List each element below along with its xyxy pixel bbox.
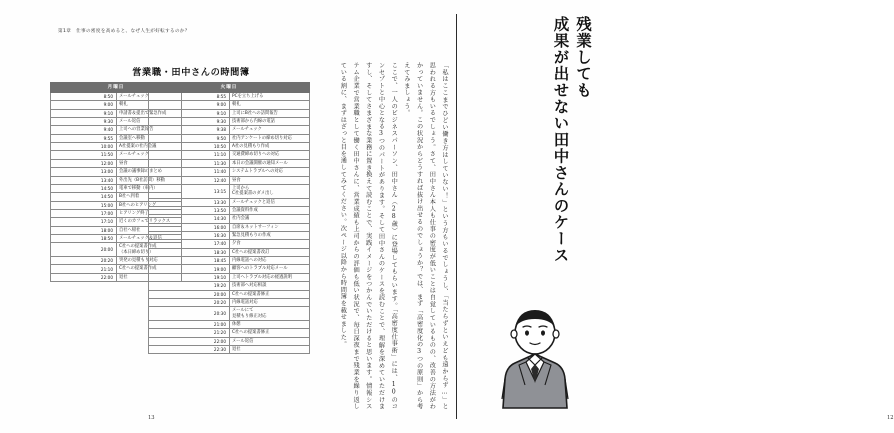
schedule-task: 会議の議事録のまとめ: [116, 168, 182, 176]
schedule-time: 18:50: [51, 235, 117, 243]
schedule-time: 21:10: [51, 265, 117, 273]
schedule-time: 9:10: [149, 109, 230, 117]
folio-left: 13: [148, 415, 155, 421]
schedule-task: 顧客へのトラブル対応メール: [229, 265, 310, 273]
schedule-time: 18:45: [149, 257, 230, 265]
schedule-task: 会議資料作成: [229, 206, 310, 214]
headline-line-2: 成果が出せない田中さんのケース: [551, 16, 571, 264]
schedule-row: [149, 143, 310, 151]
schedule-time: 9:50: [149, 134, 230, 142]
schedule-time: 17:10: [51, 218, 117, 226]
schedule-task: 休憩: [229, 320, 310, 328]
schedule-time: 13:00: [51, 168, 117, 176]
schedule-row: [149, 101, 310, 109]
schedule-task: システムトラブルへの対応: [229, 168, 310, 176]
schedule-row: [149, 126, 310, 134]
schedule-time: 10:00: [51, 143, 117, 151]
schedule-task: 電車で移動（車内）: [116, 184, 182, 192]
schedule-task: メールチェック: [116, 92, 182, 100]
schedule-time: 9:10: [51, 109, 117, 117]
schedule-task: PCを立ち上げる: [229, 92, 310, 100]
schedule-task: 上司へトラブル対応の経過説明: [229, 273, 310, 281]
schedule-task: 自社へ帰社: [116, 226, 182, 234]
schedule-time: 19:00: [149, 265, 230, 273]
schedule-row: [149, 118, 310, 126]
spine-divider: [452, 0, 454, 433]
schedule-row: [149, 109, 310, 117]
schedule-row: [149, 248, 310, 256]
schedule-task: 技術部から内線の電話: [229, 118, 310, 126]
schedule-time: 13:40: [51, 176, 117, 184]
schedule-task: メール返信: [229, 337, 310, 345]
schedule-time: 15:00: [51, 201, 117, 209]
schedule-time: 20:20: [149, 298, 230, 306]
schedule-task: A社の見積もり作成: [229, 143, 310, 151]
schedule-row: [149, 151, 310, 159]
schedule-task: メールにて 見積もり修正対応: [229, 307, 310, 321]
schedule-time: 18:00: [51, 226, 117, 234]
schedule-time: 10:50: [149, 143, 230, 151]
schedule-row: [149, 176, 310, 184]
running-head: 第1章 仕事の密度を高めると、なぜ人生が好転するのか？: [58, 29, 190, 34]
schedule-row: [149, 329, 310, 337]
schedule-task: 上司への営業報告: [116, 126, 182, 134]
schedule-task: 自席＆ネットサーフィン: [229, 223, 310, 231]
schedule-time: 18:30: [149, 248, 230, 256]
schedule-task: 本日の会議開催の通知メール: [229, 159, 310, 167]
schedule-task: 内線電話への対応: [229, 257, 310, 265]
schedule-row: [149, 159, 310, 167]
schedule-time: 13:30: [149, 198, 230, 206]
schedule-task: 社内会議: [229, 215, 310, 223]
schedule-time: 17:00: [51, 209, 117, 217]
schedule-row: [149, 206, 310, 214]
schedule-task: 技術部へ対応相談: [229, 282, 310, 290]
schedule-time: 20:20: [51, 257, 117, 265]
schedule-task: メールチェック＆返信: [116, 235, 182, 243]
schedule-task: メールチェック: [116, 151, 182, 159]
schedule-task: B社へ到着: [116, 193, 182, 201]
schedule-time: 13:50: [149, 206, 230, 214]
schedule-task: 上司から C社提案書のダメ出し: [229, 184, 310, 198]
schedule-task: ヒアリング終了: [116, 209, 182, 217]
schedule-row: [149, 257, 310, 265]
schedule-time: 12:40: [149, 176, 230, 184]
schedule-task: 緊急見積もりの作成: [229, 232, 310, 240]
schedule-task: 近くのカフェでリラックス: [116, 218, 182, 226]
schedule-row: [149, 282, 310, 290]
body-paragraph-1: ここで、一人のビジネスパーソン、田中さん（28歳）に登場してもらいます。「高密度仕事術」には、10のコンセプトと中心となる3つのパートがあります。そして田中さんのケースを読むことで、理解を深めていただけますし、そしてさまざまな業務に置き換えて読むことで、実践イメージをつかんでいただけると思います。情報システム企業で営業職として働く田中さんに、営業成績も上司からの評価も低い状況で、毎日深夜まで残業を繰り返している割に、まずはざっと目を通してみてください。次ページ以降から時間簿を載せました。: [339, 62, 398, 410]
schedule-time: 17:40: [149, 240, 230, 248]
schedule-time: 14:50: [51, 193, 117, 201]
schedule-time: 22:00: [51, 273, 117, 281]
schedule-task: 夕食: [229, 240, 310, 248]
schedule-task: 退社: [116, 273, 182, 281]
schedule-task: C社への提案書修正: [229, 290, 310, 298]
headline-line-1: 残業しても: [574, 16, 593, 99]
schedule-time: 11:50: [51, 151, 117, 159]
schedule-time: 9:30: [51, 118, 117, 126]
schedule-row: [149, 290, 310, 298]
schedule-time: 9:38: [149, 126, 230, 134]
businessman-character-illustration: [493, 307, 577, 411]
schedule-time: 20:30: [149, 307, 230, 321]
schedule-row: [149, 320, 310, 328]
schedule-task-line2: （本日締め切り）: [119, 249, 154, 255]
schedule-time: 21:00: [149, 320, 230, 328]
schedule-time: 22:30: [149, 346, 230, 354]
schedule-table-tuesday: [148, 82, 310, 354]
folio-right: 12: [887, 415, 894, 421]
schedule-time: 19:20: [149, 282, 230, 290]
schedule-time: 16:00: [149, 223, 230, 231]
schedule-task: 朝礼: [116, 101, 182, 109]
schedule-time: 11:10: [149, 151, 230, 159]
schedule-row: [149, 240, 310, 248]
schedule-body-tuesday: [149, 92, 310, 354]
schedule-row: [149, 346, 310, 354]
schedule-time: 13:15: [149, 184, 230, 198]
schedule-task: メール返信: [116, 118, 182, 126]
schedule-task: B社へのヒアリング: [116, 201, 182, 209]
schedule-task: 交通費締め切りへの対応: [229, 151, 310, 159]
schedule-task: C社への提案書修正: [229, 329, 310, 337]
schedule-task-line2: C社提案書のダメ出し: [232, 191, 274, 197]
schedule-task: 申請書＆提出で緊急作成: [116, 109, 182, 117]
vertical-rule: [456, 14, 457, 419]
schedule-row: [149, 223, 310, 231]
schedule-row: [149, 298, 310, 306]
schedule-time: 14:50: [51, 184, 117, 192]
schedule-time: 8:55: [149, 92, 230, 100]
schedule-task: 昼食: [116, 159, 182, 167]
schedule-time: 16:30: [149, 232, 230, 240]
schedule-time: 9:40: [51, 126, 117, 134]
schedule-time: 9:00: [51, 101, 117, 109]
schedule-time: 8:50: [51, 92, 117, 100]
schedule-time: 22:00: [149, 337, 230, 345]
schedule-task: 朝礼: [229, 101, 310, 109]
body-paragraph-2: 「私はここまでひどい働き方はしていない！」という方もいるでしょうし、「当たらずといえども遠からず…」と思われる方もいるでしょう。さて、田中さん本人も仕事の密度が低いことは自覚しているものの、改善の方法がわかっていません。この状況からどうすれば抜け出せるのでしょうか？では、まず「高密度化の3つの原則」から考えてみましょう。: [402, 62, 448, 410]
schedule-row: [149, 273, 310, 281]
schedule-time: 19:10: [149, 273, 230, 281]
table-title: 営業職・田中さんの時間簿: [132, 67, 250, 78]
body-text-block: [320, 62, 450, 410]
schedule-row: [149, 168, 310, 176]
schedule-row: [149, 307, 310, 321]
recto-page: [455, 0, 894, 433]
schedule-row: [149, 134, 310, 142]
table-header-tuesday: 火曜日: [149, 83, 310, 93]
schedule-task: メールチェック: [229, 126, 310, 134]
schedule-task: 社内アンケートの締め切り対応: [229, 134, 310, 142]
schedule-row: [149, 215, 310, 223]
schedule-row: [149, 232, 310, 240]
schedule-time: 20:00: [51, 243, 117, 257]
table-header-monday: 月曜日: [51, 83, 182, 93]
schedule-row: [149, 184, 310, 198]
schedule-row: [149, 198, 310, 206]
schedule-row: [149, 92, 310, 100]
schedule-time: 11:40: [149, 168, 230, 176]
schedule-time: 20:00: [149, 290, 230, 298]
schedule-task: メールチェックと返信: [229, 198, 310, 206]
schedule-task-line2: 見積もり修正対応: [232, 313, 267, 319]
schedule-task: A社提案の社内会議: [116, 143, 182, 151]
chapter-headline: [549, 16, 594, 346]
schedule-task: 昼食: [229, 176, 310, 184]
schedule-time: 12:00: [51, 159, 117, 167]
schedule-task: 会議室へ移動: [116, 134, 182, 142]
schedule-task: 上司にB社への訪問報告: [229, 109, 310, 117]
schedule-row: [149, 337, 310, 345]
schedule-time: 11:30: [149, 159, 230, 167]
schedule-time: 9:30: [149, 118, 230, 126]
schedule-task: C社への提案書改訂: [229, 248, 310, 256]
schedule-task: 内線電話対応: [229, 298, 310, 306]
schedule-task: 退社: [229, 346, 310, 354]
schedule-task: 外出先（B社訪問）移動: [116, 176, 182, 184]
schedule-row: [149, 265, 310, 273]
schedule-time: 14:30: [149, 215, 230, 223]
schedule-time: 21:20: [149, 329, 230, 337]
schedule-time: 9:55: [51, 134, 117, 142]
schedule-time: 9:00: [149, 101, 230, 109]
schedule-task: C社への提案書作成: [116, 265, 182, 273]
schedule-task: 突発の見積もり対応: [116, 257, 182, 265]
schedule-task: C社への提案書作成 （本日締め切り）: [116, 243, 182, 257]
